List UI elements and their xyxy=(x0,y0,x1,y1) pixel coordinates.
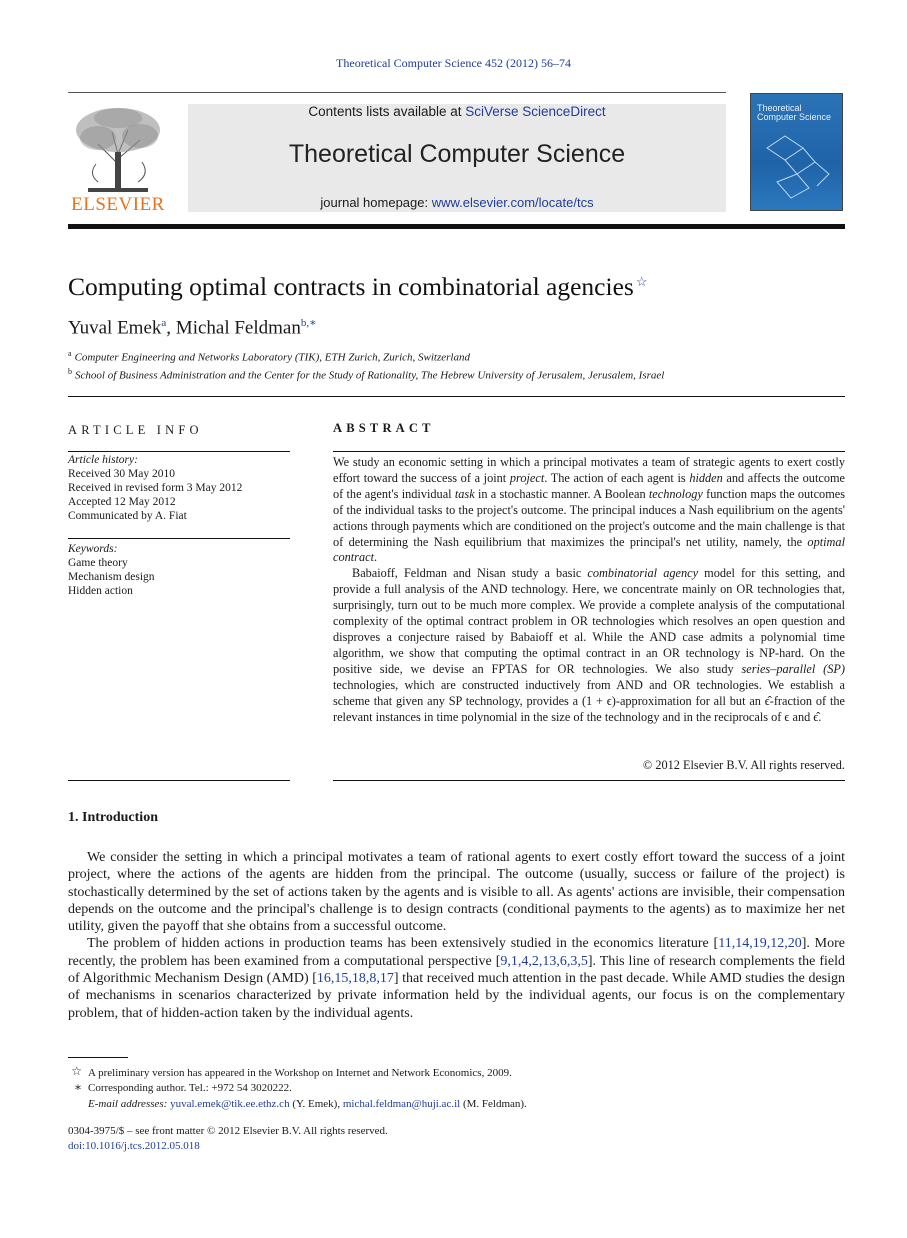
text-run: We study an economic setting in which a principal motivates a team of strategic agents to exert costly effort toward the success of a joint xyxy=(333,455,845,485)
keywords-rule xyxy=(68,538,290,539)
text-run: . The action of each agent is xyxy=(544,470,690,485)
intro-paragraph-2 xyxy=(68,935,845,1021)
email-label: E-mail addresses: xyxy=(88,1098,168,1110)
article-info-rule xyxy=(68,451,290,452)
homepage-link[interactable]: www.elsevier.com/locate/tcs xyxy=(431,195,594,210)
italic-run: hidden xyxy=(689,470,723,485)
email-link-feldman[interactable]: michal.feldman@huji.ac.il xyxy=(342,1098,461,1110)
journal-name: Theoretical Computer Science xyxy=(288,140,626,168)
text-run: ]. This line of research complements the field of Algorithmic Mechanism Design (AMD) [ xyxy=(68,953,845,987)
section-heading-introduction: 1. Introduction xyxy=(68,810,158,825)
affiliation-a xyxy=(68,349,470,364)
keyword-item: Game theory xyxy=(68,557,128,569)
history-communicated: Communicated by A. Fiat xyxy=(68,510,187,522)
author-separator: , xyxy=(166,317,176,339)
author-emek-affil-mark[interactable]: a xyxy=(161,317,167,329)
italic-run: combinatorial agency xyxy=(587,566,699,581)
keyword-item: Hidden action xyxy=(68,585,133,597)
text-run: The problem of hidden actions in production teams has been extensively studied in the economics literature [ xyxy=(87,936,719,952)
doi-link[interactable]: doi:10.1016/j.tcs.2012.05.018 xyxy=(68,1140,200,1152)
text-run: function maps the outcomes of the individual tasks to the project's outcome. The principal induces a Nash equilibrium on the agents' actions through payments which are conditioned on the project's outcome and the main challenge is that of determining the Nash equilibrium that maximizes the principal's net utility, namely, the xyxy=(333,486,846,549)
elsevier-wordmark[interactable]: ELSEVIER xyxy=(71,194,165,215)
text-run: ] that received much attention in the past decade. While AMD studies the design of mechanisms in scenarios characterized by private information held by the individual agents, our focus is on the complementary problem, that of hidden-action taken by the individual agents. xyxy=(68,971,845,1021)
italic-run: task xyxy=(454,486,475,501)
sciencedirect-link[interactable]: SciVerse ScienceDirect xyxy=(465,104,606,119)
affiliation-b-text: School of Business Administration and the Center for the Study of Rationality, The Hebrew University of Jerusalem, Jerusalem, Israel xyxy=(75,369,665,382)
abstract-heading: ABSTRACT xyxy=(333,421,435,435)
footnote-star-mark: ☆ xyxy=(71,1064,82,1078)
text-run: technologies, which are constructed inductively from AND and OR technologies. We establish a scheme that given any SP technology, provides a (1 + ϵ)-approximation for all but an ϵ̂-fraction of the relevant instances in time polynomial in the size of the technology and in the reciprocals of ϵ and ϵ̂. xyxy=(333,677,845,724)
author-emek: Yuval Emek xyxy=(68,317,162,339)
text-run: in a stochastic manner. A Boolean xyxy=(474,486,649,501)
article-info-heading: ARTICLE INFO xyxy=(68,423,203,437)
issn-line: 0304-3975/$ – see front matter © 2012 Elsevier B.V. All rights reserved. xyxy=(68,1125,388,1137)
affiliation-rule xyxy=(68,396,845,397)
abstract-rule xyxy=(333,451,845,452)
header-thick-rule xyxy=(68,224,845,229)
abstract-paragraph-1 xyxy=(333,455,845,566)
article-title-text: Computing optimal contracts in combinatorial agencies xyxy=(68,272,634,301)
author-feldman: Michal Feldman xyxy=(175,317,301,339)
email-owner-feldman: (M. Feldman). xyxy=(460,1098,527,1110)
email-owner-emek: (Y. Emek), xyxy=(289,1098,343,1110)
abstract-end-rule xyxy=(333,780,845,781)
introduction-body xyxy=(68,849,845,1022)
contents-line xyxy=(188,104,726,119)
contents-prefix: Contents lists available at xyxy=(308,104,466,119)
citation-link[interactable]: 16,15,18,8,17 xyxy=(316,971,394,987)
citation-link[interactable]: 9,1,4,2,13,6,3,5 xyxy=(500,953,588,969)
email-link-emek[interactable]: yuval.emek@tik.ee.ethz.ch xyxy=(170,1098,290,1110)
keyword-item: Mechanism design xyxy=(68,571,155,583)
cover-title: Theoretical Computer Science xyxy=(757,103,832,122)
text-run: Babaioff, Feldman and Nisan study a basic xyxy=(352,566,588,581)
text-run: ]. More recently, the problem has been examined from a computational perspective [ xyxy=(68,936,845,969)
italic-run: technology xyxy=(648,486,703,501)
footnote-preliminary-version: A preliminary version has appeared in the Workshop on Internet and Network Economics, 2009. xyxy=(88,1067,512,1079)
footnote-emails xyxy=(88,1098,527,1110)
abstract-copyright: © 2012 Elsevier B.V. All rights reserved. xyxy=(642,758,845,772)
citation-link[interactable]: 11,14,19,12,20 xyxy=(718,936,802,952)
abstract-paragraph-2 xyxy=(333,566,845,725)
history-label: Article history: xyxy=(68,454,138,466)
homepage-prefix: journal homepage: xyxy=(320,195,432,210)
italic-run: series–parallel (SP) xyxy=(741,661,846,676)
affiliation-a-mark: a xyxy=(68,349,72,358)
homepage-line xyxy=(188,195,726,210)
affiliation-b xyxy=(68,367,664,382)
text-run: model for this setting, and provide a full analysis of the AND technology. Here, we concentrate mainly on OR technologies that, surprisingly, turn out to be much more complex. We provide a complete analysis of the computational complexity of the optimal contract problem in OR technologies which resolves an open question and disproves a conjecture raised by Babaioff et al. While the AND case admits a polynomial time algorithm, we show that computing the optimal contract in an OR technology is NP-hard. On the positive side, we devise an FPTAS for OR technologies. We also study xyxy=(333,566,845,676)
title-footnote-star[interactable]: ☆ xyxy=(635,273,648,289)
journal-cover-image[interactable] xyxy=(750,93,843,211)
affiliation-b-mark: b xyxy=(68,367,72,376)
text-run: and affects the outcome of the agent's individual xyxy=(333,470,845,501)
cover-graphic xyxy=(757,128,837,204)
affiliation-a-text: Computer Engineering and Networks Laboratory (TIK), ETH Zurich, Zurich, Switzerland xyxy=(74,351,470,364)
author-feldman-affil-mark[interactable]: b,∗ xyxy=(300,317,317,329)
history-revised: Received in revised form 3 May 2012 xyxy=(68,482,243,494)
abstract-body xyxy=(333,455,845,725)
article-info-end-rule xyxy=(68,780,290,781)
history-accepted: Accepted 12 May 2012 xyxy=(68,496,176,508)
italic-run: project xyxy=(509,470,545,485)
italic-run: optimal contract xyxy=(333,534,845,565)
intro-paragraph-1 xyxy=(68,849,845,935)
keywords-label: Keywords: xyxy=(68,543,118,555)
footnote-corresponding-author: Corresponding author. Tel.: +972 54 3020222. xyxy=(88,1082,292,1094)
history-received: Received 30 May 2010 xyxy=(68,468,175,480)
author-list xyxy=(68,316,317,339)
footnote-rule xyxy=(68,1057,128,1058)
header-top-rule xyxy=(68,92,726,93)
journal-citation[interactable]: Theoretical Computer Science 452 (2012) 56–74 xyxy=(336,56,571,70)
text-run: We consider the setting in which a principal motivates a team of rational agents to exert costly effort toward the success of a joint project, where the actions of the agents are hidden from the principal. The outcome (usually, success or failure of the project) is stochastically determined by the set of actions taken by the agents and is visible to all. As agents' actions are invisible, their compensation depends on the outcome and the principal's challenge is to design contracts (conditional payments to the agents) as to maximize her net utility, given the payoff that she obtains from a successful outcome. xyxy=(68,850,845,935)
article-title xyxy=(68,272,647,302)
footnote-asterisk-mark: ∗ xyxy=(73,1080,82,1094)
text-run: . xyxy=(373,550,378,565)
